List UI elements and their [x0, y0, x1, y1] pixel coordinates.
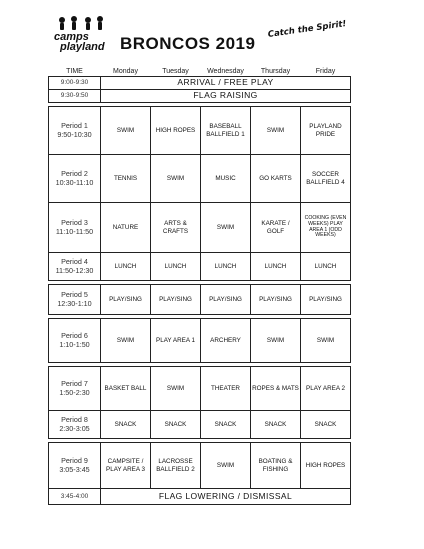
activity-cell: CAMPSITE / PLAY AREA 3	[101, 443, 151, 489]
full-width-activity: FLAG LOWERING / DISMISSAL	[101, 489, 351, 505]
activity-cell: PLAY AREA 1	[151, 319, 201, 363]
column-header-thursday: Thursday	[260, 67, 291, 75]
table-row	[49, 90, 351, 103]
period-label: Period 6	[61, 331, 88, 341]
activity-cell: NATURE	[101, 203, 151, 253]
activity-cell: THEATER	[201, 367, 251, 411]
period-time: 1:10-1:50	[59, 339, 90, 349]
activity-cell: LUNCH	[151, 253, 201, 281]
activity-cell: COOKING (EVEN WEEKS) PLAY AREA 1 (ODD WEEKS)	[301, 203, 351, 253]
activity-cell: ARCHERY	[201, 319, 251, 363]
activity-cell: SWIM	[201, 203, 251, 253]
period-time: 12:30-1:10	[57, 298, 92, 308]
table-row	[49, 77, 351, 90]
activity-cell: HIGH ROPES	[151, 107, 201, 155]
activity-cell: GO KARTS	[251, 155, 301, 203]
table-row	[49, 285, 351, 315]
table-row	[49, 155, 351, 203]
column-header-time: TIME	[66, 67, 83, 75]
period-time: 3:05-3:45	[59, 464, 90, 474]
table-row	[49, 319, 351, 363]
table-row	[49, 253, 351, 281]
period-cell	[49, 107, 101, 155]
activity-cell: PLAY/SING	[101, 285, 151, 315]
period-time: 11:50-12:30	[55, 265, 94, 275]
period-cell	[49, 411, 101, 439]
table-row	[49, 443, 351, 489]
activity-cell: LUNCH	[301, 253, 351, 281]
schedule-table	[48, 66, 351, 505]
activity-cell: PLAY/SING	[201, 285, 251, 315]
activity-cell: SWIM	[101, 319, 151, 363]
activity-cell: PLAY/SING	[301, 285, 351, 315]
column-header-tuesday: Tuesday	[162, 67, 189, 75]
activity-cell: SWIM	[251, 107, 301, 155]
period-cell	[49, 203, 101, 253]
activity-cell: HIGH ROPES	[301, 443, 351, 489]
period-time: 9:50-10:30	[57, 129, 92, 139]
activity-cell: BASEBALL BALLFIELD 1	[201, 107, 251, 155]
activity-cell: SWIM	[101, 107, 151, 155]
column-header-monday: Monday	[113, 67, 138, 75]
activity-cell: SWIM	[251, 319, 301, 363]
column-header-wednesday: Wednesday	[207, 67, 244, 75]
header-row	[49, 66, 351, 77]
activity-cell: SWIM	[151, 155, 201, 203]
activity-cell: SNACK	[101, 411, 151, 439]
period-label: Period 8	[61, 415, 88, 425]
period-label: Period 2	[61, 169, 88, 179]
activity-cell: SNACK	[251, 411, 301, 439]
time-cell: 3:45-4:00	[49, 489, 101, 505]
table-row	[49, 411, 351, 439]
period-cell	[49, 367, 101, 411]
tagline: Catch the Spirit!	[267, 19, 348, 40]
activity-cell: SWIM	[301, 319, 351, 363]
period-cell	[49, 253, 101, 281]
period-time: 1:50-2:30	[59, 387, 90, 397]
table-row	[49, 107, 351, 155]
activity-cell: ROPES & MATS	[251, 367, 301, 411]
activity-cell: PLAY/SING	[151, 285, 201, 315]
camp-logo	[52, 14, 112, 52]
activity-cell: SNACK	[201, 411, 251, 439]
activity-cell: SWIM	[151, 367, 201, 411]
period-cell	[49, 443, 101, 489]
period-time: 2:30-3:05	[59, 423, 90, 433]
period-label: Period 1	[61, 121, 88, 131]
time-cell: 9:30-9:50	[49, 90, 101, 103]
activity-cell: SWIM	[201, 443, 251, 489]
activity-cell: BOATING & FISHING	[251, 443, 301, 489]
period-label: Period 3	[61, 218, 88, 228]
activity-cell: SNACK	[301, 411, 351, 439]
table-row	[49, 367, 351, 411]
period-time: 10:30-11:10	[55, 177, 94, 187]
time-cell: 9:00-9:30	[49, 77, 101, 90]
period-label: Period 5	[61, 290, 88, 300]
period-label: Period 7	[61, 379, 88, 389]
activity-cell: LUNCH	[251, 253, 301, 281]
period-cell	[49, 319, 101, 363]
activity-cell: SNACK	[151, 411, 201, 439]
activity-cell: PLAY AREA 2	[301, 367, 351, 411]
activity-cell: SOCCER BALLFIELD 4	[301, 155, 351, 203]
activity-cell: LUNCH	[201, 253, 251, 281]
period-time: 11:10-11:50	[55, 226, 94, 236]
activity-cell: PLAY/SING	[251, 285, 301, 315]
svg-text:camps: camps	[54, 31, 89, 43]
activity-cell: MUSIC	[201, 155, 251, 203]
activity-cell: PLAYLAND PRIDE	[301, 107, 351, 155]
svg-text:playland: playland	[60, 41, 105, 52]
activity-cell: TENNIS	[101, 155, 151, 203]
full-width-activity: FLAG RAISING	[101, 90, 351, 103]
activity-cell: LACROSSE BALLFIELD 2	[151, 443, 201, 489]
activity-cell: KARATE / GOLF	[251, 203, 301, 253]
table-row	[49, 203, 351, 253]
period-cell	[49, 285, 101, 315]
period-cell	[49, 155, 101, 203]
activity-cell: LUNCH	[101, 253, 151, 281]
full-width-activity: ARRIVAL / FREE PLAY	[101, 77, 351, 90]
page-title: BRONCOS 2019	[120, 34, 256, 53]
table-row	[49, 489, 351, 505]
activity-cell: BASKET BALL	[101, 367, 151, 411]
activity-cell: ARTS & CRAFTS	[151, 203, 201, 253]
period-label: Period 4	[61, 257, 88, 267]
period-label: Period 9	[61, 456, 88, 466]
column-header-friday: Friday	[315, 67, 336, 75]
